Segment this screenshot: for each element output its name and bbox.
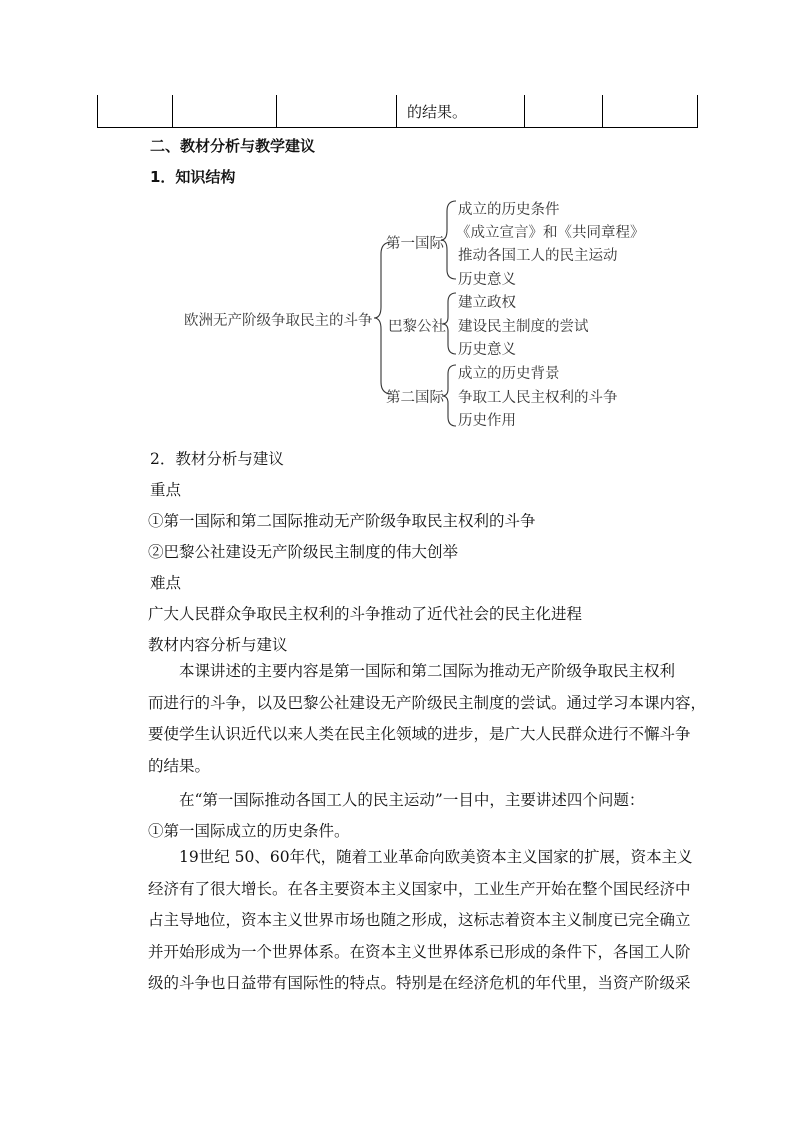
diagram-item: 争取工人民主权利的斗争 [458,390,618,406]
diagram-branch-first-international: 第一国际 [386,236,444,252]
section-heading: 二、教材分析与教学建议 [150,137,316,155]
difficult-points-label: 难点 [150,574,182,592]
diagram-item: 《成立宣言》和《共同章程》 [456,225,645,241]
diagram-item: 历史意义 [458,342,516,358]
diagram-item: 历史作用 [458,413,516,429]
paragraph-line: 占主导地位，资本主义世界市场也随之形成，这标志着资本主义制度已完全确立 [148,911,691,929]
diagram-item: 建立政权 [458,295,516,311]
diagram-item: 历史意义 [458,272,516,288]
paragraph-line: 19世纪 50、60年代，随着工业革命向欧美资本主义国家的扩展，资本主义 [179,848,693,866]
paragraph-intro [148,656,707,782]
diagram-item: 推动各国工人的民主运动 [458,248,618,264]
diagram-item: 成立的历史条件 [458,202,560,218]
diagram-branch-paris-commune: 巴黎公社 [388,319,446,335]
paragraph-line: 并开始形成为一个世界体系。在资本主义世界体系已形成的条件下，各国工人阶 [148,942,691,961]
diagram-root: 欧洲无产阶级争取民主的斗争 [184,313,373,329]
paragraph-line: 经济有了很大增长。在各主要资本主义国家中，工业生产开始在整个国民经济中 [148,879,691,898]
diagram-branch-second-international: 第二国际 [386,390,444,406]
paragraph-line: 级的斗争也日益带有国际性的特点。特别是在经济危机的年代里，当资产阶级采 [148,974,691,992]
brace-second-international [442,365,456,426]
paragraph-history [148,842,693,1000]
paragraph-line: 而进行的斗争，以及巴黎公社建设无产阶级民主制度的尝试。通过学习本课内容， [148,693,707,712]
diagram-item: 成立的历史背景 [458,366,560,382]
paragraph-line: 的结果。 [148,756,211,775]
difficult-point-item: 广大人民群众争取民主权利的斗争推动了近代社会的民主化进程 [148,605,583,623]
paragraph-topic-intro: 在“第一国际推动各国工人的民主运动”一目中，主要讲述四个问题： [179,791,645,809]
paragraph-question-1: ①第一国际成立的历史条件。 [148,822,350,840]
paragraph-line: 本课讲述的主要内容是第一国际和第二国际为推动无产阶级争取民主权利 [179,662,676,680]
key-point-item: ①第一国际和第二国际推动无产阶级争取民主权利的斗争 [148,512,536,530]
subsection-heading-knowledge-structure: 1．知识结构 [150,168,236,186]
subsection-heading-analysis: 2．教材分析与建议 [150,450,284,468]
content-analysis-label: 教材内容分析与建议 [148,636,288,654]
key-points-label: 重点 [150,481,182,499]
key-point-item: ②巴黎公社建设无产阶级民主制度的伟大创举 [148,543,459,561]
table-cell-text: 的结果。 [407,103,468,121]
diagram-item: 建设民主制度的尝试 [458,319,589,335]
paragraph-line: 要使学生认识近代以来人类在民主化领域的进步，是广大人民群众进行不懈斗争 [148,725,691,743]
